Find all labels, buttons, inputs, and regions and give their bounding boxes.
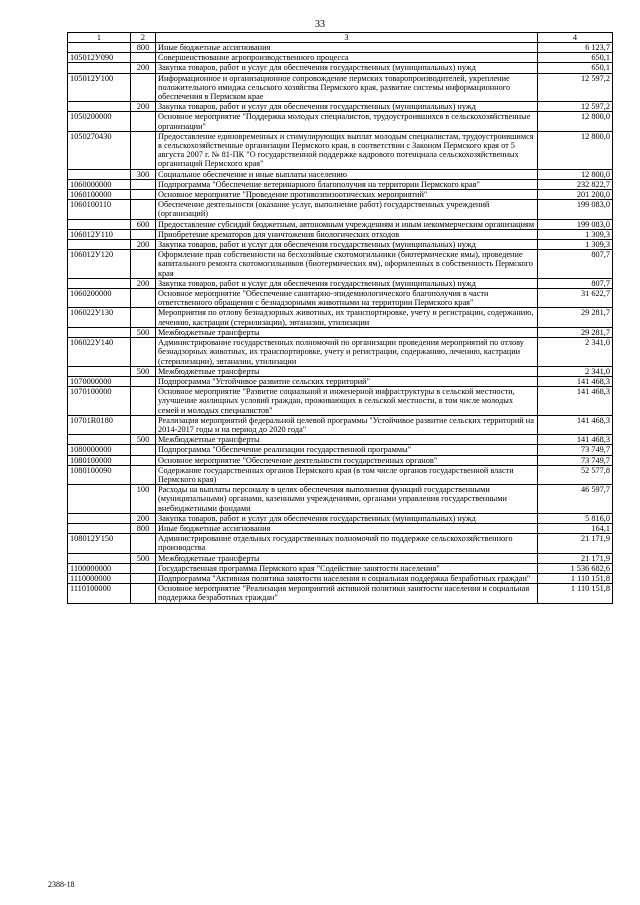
row-expense-type	[131, 387, 156, 416]
row-description: Иные бюджетные ассигнования	[156, 43, 538, 53]
row-description: Закупка товаров, работ и услуг для обеспечения государственных (муниципальных) нужд	[156, 278, 538, 288]
row-amount: 164,1	[538, 523, 613, 533]
row-target-code: 1100000000	[68, 563, 131, 573]
row-target-code: 1050270430	[68, 131, 131, 169]
row-expense-type	[131, 289, 156, 308]
row-description: Совершенствование агропроизводственного процесса	[156, 53, 538, 63]
row-target-code	[68, 366, 131, 376]
table-row	[68, 445, 613, 455]
row-description: Подпрограмма "Обеспечение реализации государственной программы"	[156, 445, 538, 455]
table-row	[68, 289, 613, 308]
table-row	[68, 534, 613, 553]
row-amount: 1 309,3	[538, 240, 613, 250]
row-description: Подпрограмма "Активная политика занятости населения и социальная поддержка безработных граждан"	[156, 573, 538, 583]
table-row	[68, 229, 613, 239]
row-target-code	[68, 513, 131, 523]
row-expense-type	[131, 250, 156, 279]
table-row	[68, 376, 613, 386]
table-row	[68, 112, 613, 131]
table-row	[68, 200, 613, 219]
row-expense-type	[131, 563, 156, 573]
table-row	[68, 553, 613, 563]
row-target-code	[68, 102, 131, 112]
row-description: Основное мероприятие "Обеспечение санитарно-эпидемиологического благополучия в части ответственного обращения с безнадзорными животными на территории Пермского края"	[156, 289, 538, 308]
row-amount: 6 123,7	[538, 43, 613, 53]
row-description: Основное мероприятие "Реализация мероприятий активной политики занятости населения и социальная поддержка безработных граждан"	[156, 584, 538, 603]
row-target-code	[68, 435, 131, 445]
row-expense-type: 200	[131, 513, 156, 523]
table-row	[68, 584, 613, 603]
row-target-code	[68, 219, 131, 229]
row-expense-type: 600	[131, 219, 156, 229]
row-target-code: 1080100090	[68, 465, 131, 484]
row-expense-type	[131, 229, 156, 239]
row-description: Основное мероприятие "Обеспечение деятельности государственных органов"	[156, 455, 538, 465]
table-row	[68, 435, 613, 445]
row-target-code: 10701R0180	[68, 415, 131, 434]
table-row	[68, 190, 613, 200]
row-description: Администрирование государственных полномочий по организации проведения мероприятий по отлову безнадзорных животных, их транспортировке, учету и регистрации, содержанию, лечению, кастрации (стерилизации), эвтаназии, утилизации	[156, 338, 538, 367]
row-expense-type	[131, 573, 156, 583]
row-expense-type	[131, 455, 156, 465]
row-target-code: 106012У110	[68, 229, 131, 239]
row-description: Расходы на выплаты персоналу в целях обеспечения выполнения функций государственными (муниципальными) органами, казенными учреждениями, органами управления государственными внебюджетными фондами	[156, 485, 538, 514]
table-row	[68, 485, 613, 514]
row-target-code	[68, 169, 131, 179]
row-amount: 5 816,0	[538, 513, 613, 523]
row-expense-type: 800	[131, 523, 156, 533]
table-row	[68, 465, 613, 484]
row-target-code: 105012У090	[68, 53, 131, 63]
row-amount: 31 622,7	[538, 289, 613, 308]
table-row	[68, 563, 613, 573]
row-target-code: 1110100000	[68, 584, 131, 603]
row-amount: 201 200,0	[538, 190, 613, 200]
row-target-code: 106022У140	[68, 338, 131, 367]
row-amount: 650,1	[538, 63, 613, 73]
page-number: 33	[315, 19, 325, 30]
row-description: Межбюджетные трансферты	[156, 327, 538, 337]
table-header-row	[68, 33, 613, 43]
row-description: Предоставление единовременных и стимулирующих выплат молодым специалистам, трудоустроившимся в сельскохозяйственные организации Пермского края, в соответствии с Законом Пермского края от 5 августа 2007 г. № 81-ПК "О государственной поддержке кадрового потенциала сельскохозяйственных организаций Пермского края"	[156, 131, 538, 169]
row-amount: 2 341,0	[538, 366, 613, 376]
table-row	[68, 327, 613, 337]
row-expense-type	[131, 112, 156, 131]
row-target-code: 105012У100	[68, 73, 131, 102]
row-amount: 12 800,0	[538, 112, 613, 131]
row-expense-type: 800	[131, 43, 156, 53]
table-row	[68, 415, 613, 434]
row-expense-type	[131, 376, 156, 386]
row-target-code: 1080100000	[68, 455, 131, 465]
row-description: Основное мероприятие "Проведение противоэпизоотических мероприятий"	[156, 190, 538, 200]
table-row	[68, 63, 613, 73]
column-header-3: 3	[156, 33, 538, 43]
table-row	[68, 250, 613, 279]
table-row	[68, 179, 613, 189]
row-expense-type	[131, 445, 156, 455]
row-expense-type	[131, 534, 156, 553]
table-body	[68, 43, 613, 604]
table-row	[68, 73, 613, 102]
row-description: Основное мероприятие "Развитие социальной и инженерной инфраструктуры в сельской местности, улучшение жилищных условий граждан, проживающих в сельской местности, в том числе молодых семей и молодых специалистов"	[156, 387, 538, 416]
row-amount: 2 341,0	[538, 338, 613, 367]
table-row	[68, 513, 613, 523]
row-target-code	[68, 43, 131, 53]
row-expense-type: 500	[131, 553, 156, 563]
row-amount: 650,1	[538, 53, 613, 63]
row-expense-type	[131, 308, 156, 327]
row-description: Закупка товаров, работ и услуг для обеспечения государственных (муниципальных) нужд	[156, 240, 538, 250]
table-row	[68, 366, 613, 376]
row-target-code: 1070100000	[68, 387, 131, 416]
row-target-code: 1060100000	[68, 190, 131, 200]
row-expense-type: 500	[131, 327, 156, 337]
table-row	[68, 102, 613, 112]
row-description: Межбюджетные трансферты	[156, 553, 538, 563]
table-row	[68, 53, 613, 63]
column-header-1: 1	[68, 33, 131, 43]
row-amount: 1 110 151,8	[538, 584, 613, 603]
row-amount: 21 171,9	[538, 553, 613, 563]
row-expense-type: 200	[131, 278, 156, 288]
budget-table	[67, 32, 613, 604]
table-row	[68, 240, 613, 250]
row-expense-type: 500	[131, 366, 156, 376]
row-target-code: 1110000000	[68, 573, 131, 583]
row-description: Закупка товаров, работ и услуг для обеспечения государственных (муниципальных) нужд	[156, 102, 538, 112]
row-expense-type	[131, 338, 156, 367]
row-target-code: 1060100110	[68, 200, 131, 219]
row-expense-type	[131, 465, 156, 484]
column-header-4: 4	[538, 33, 613, 43]
row-expense-type: 200	[131, 63, 156, 73]
row-description: Иные бюджетные ассигнования	[156, 523, 538, 533]
row-target-code: 1050200000	[68, 112, 131, 131]
row-amount: 199 083,0	[538, 219, 613, 229]
row-amount: 21 171,9	[538, 534, 613, 553]
row-expense-type	[131, 131, 156, 169]
row-expense-type: 500	[131, 435, 156, 445]
row-amount: 141 468,3	[538, 435, 613, 445]
row-target-code: 1060200000	[68, 289, 131, 308]
table-row	[68, 131, 613, 169]
row-description: Подпрограмма "Устойчивое развитие сельских территорий"	[156, 376, 538, 386]
row-target-code	[68, 485, 131, 514]
table-row	[68, 308, 613, 327]
row-expense-type	[131, 190, 156, 200]
row-target-code: 108012У150	[68, 534, 131, 553]
row-description: Закупка товаров, работ и услуг для обеспечения государственных (муниципальных) нужд	[156, 513, 538, 523]
row-description: Подпрограмма "Обеспечение ветеринарного благополучия на территории Пермского края"	[156, 179, 538, 189]
row-target-code: 106012У120	[68, 250, 131, 279]
row-expense-type	[131, 73, 156, 102]
row-amount: 1 536 682,6	[538, 563, 613, 573]
row-amount: 141 468,3	[538, 387, 613, 416]
row-expense-type	[131, 200, 156, 219]
row-expense-type	[131, 415, 156, 434]
row-target-code	[68, 523, 131, 533]
table-row	[68, 387, 613, 416]
row-expense-type	[131, 179, 156, 189]
row-amount: 12 597,2	[538, 102, 613, 112]
row-description: Межбюджетные трансферты	[156, 435, 538, 445]
row-target-code	[68, 278, 131, 288]
row-target-code: 1080000000	[68, 445, 131, 455]
row-amount: 12 800,0	[538, 131, 613, 169]
table-row	[68, 338, 613, 367]
row-description: Информационное и организационное сопровождение пермских товаропроизводителей, укрепление положительного имиджа сельского хозяйства Пермского края, развитие системы информационного обеспечения в Пермском крае	[156, 73, 538, 102]
row-description: Приобретение крематоров для уничтожения биологических отходов	[156, 229, 538, 239]
row-amount: 46 597,7	[538, 485, 613, 514]
row-amount: 52 577,8	[538, 465, 613, 484]
row-target-code	[68, 63, 131, 73]
table-row	[68, 523, 613, 533]
row-description: Предоставление субсидий бюджетным, автономным учреждениям и иным некоммерческим организациям	[156, 219, 538, 229]
row-amount: 232 822,7	[538, 179, 613, 189]
row-amount: 73 749,7	[538, 455, 613, 465]
row-amount: 141 468,3	[538, 376, 613, 386]
row-description: Мероприятия по отлову безнадзорных животных, их транспортировке, учету и регистрации, содержанию, лечению, кастрации (стерилизации), эвтаназии, утилизации	[156, 308, 538, 327]
table-row	[68, 455, 613, 465]
row-amount: 199 083,0	[538, 200, 613, 219]
row-expense-type: 100	[131, 485, 156, 514]
row-target-code: 1070000000	[68, 376, 131, 386]
table-row	[68, 169, 613, 179]
column-header-2: 2	[131, 33, 156, 43]
row-target-code	[68, 327, 131, 337]
table-row	[68, 278, 613, 288]
row-expense-type	[131, 584, 156, 603]
table-row	[68, 573, 613, 583]
row-amount: 29 281,7	[538, 327, 613, 337]
row-target-code: 1060000000	[68, 179, 131, 189]
row-expense-type: 300	[131, 169, 156, 179]
row-amount: 1 309,3	[538, 229, 613, 239]
row-description: Администрирование отдельных государственных полномочий по поддержке сельскохозяйственного производства	[156, 534, 538, 553]
document-footer-code: 2388-18	[48, 880, 75, 889]
row-description: Государственная программа Пермского края "Содействие занятости населения"	[156, 563, 538, 573]
row-target-code: 106022У130	[68, 308, 131, 327]
row-amount: 12 597,2	[538, 73, 613, 102]
row-description: Социальное обеспечение и иные выплаты населению	[156, 169, 538, 179]
row-description: Оформление прав собственности на бесхозяйные скотомогильники (биотермические ямы), проведение капитального ремонта скотомогильников (биотермических ям), оформленных в собственность Пермского края	[156, 250, 538, 279]
row-amount: 29 281,7	[538, 308, 613, 327]
row-description: Межбюджетные трансферты	[156, 366, 538, 376]
row-description: Основное мероприятие "Поддержка молодых специалистов, трудоустроившихся в сельскохозяйственные организации"	[156, 112, 538, 131]
row-expense-type: 200	[131, 240, 156, 250]
row-amount: 1 110 151,8	[538, 573, 613, 583]
row-target-code	[68, 553, 131, 563]
row-description: Реализация мероприятий федеральной целевой программы "Устойчивое развитие сельских территорий на 2014-2017 годы и на период до 2020 года"	[156, 415, 538, 434]
row-amount: 807,7	[538, 278, 613, 288]
row-description: Содержание государственных органов Пермского края (в том числе органов государственной власти Пермского края)	[156, 465, 538, 484]
row-amount: 73 749,7	[538, 445, 613, 455]
row-expense-type: 200	[131, 102, 156, 112]
row-description: Обеспечение деятельности (оказание услуг, выполнение работ) государственных учреждений (организаций)	[156, 200, 538, 219]
table-row	[68, 43, 613, 53]
row-amount: 141 468,3	[538, 415, 613, 434]
table-row	[68, 219, 613, 229]
row-target-code	[68, 240, 131, 250]
row-expense-type	[131, 53, 156, 63]
row-description: Закупка товаров, работ и услуг для обеспечения государственных (муниципальных) нужд	[156, 63, 538, 73]
row-amount: 807,7	[538, 250, 613, 279]
row-amount: 12 800,0	[538, 169, 613, 179]
